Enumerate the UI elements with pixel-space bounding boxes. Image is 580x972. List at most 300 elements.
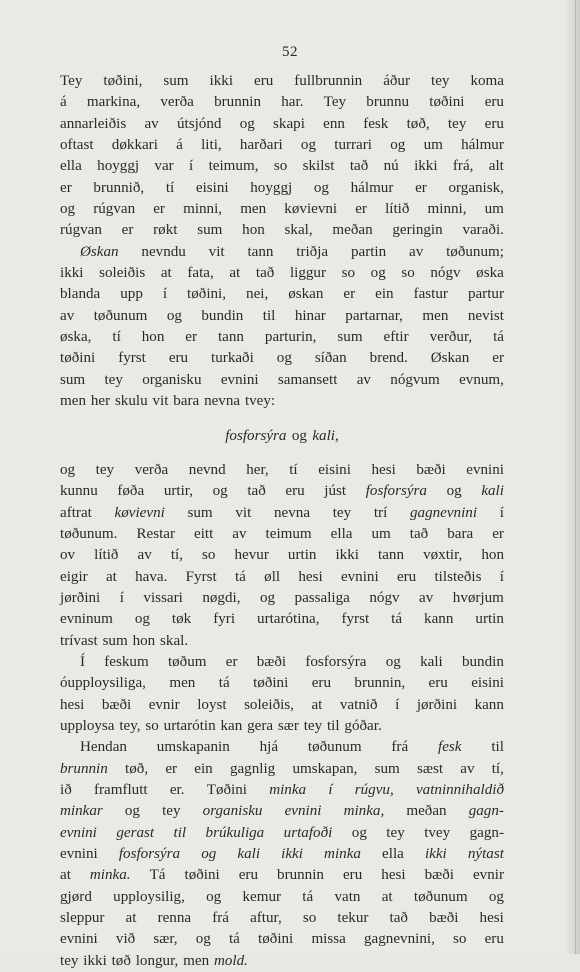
word: men xyxy=(183,952,210,969)
text-line xyxy=(60,391,504,412)
word: sum xyxy=(337,329,363,346)
word: gagn- xyxy=(468,803,504,820)
text-line xyxy=(60,71,504,92)
word: brunnin xyxy=(214,94,262,111)
word: bara xyxy=(173,393,200,410)
word: nógvum xyxy=(390,371,440,388)
word: hesi xyxy=(479,910,504,927)
word: og xyxy=(124,803,140,820)
word: teimum xyxy=(265,525,312,542)
body-text xyxy=(60,71,504,972)
text-line xyxy=(60,695,504,716)
word: er xyxy=(60,179,72,196)
word: gjørd xyxy=(60,888,92,905)
word: alt xyxy=(488,158,504,175)
word: góðar. xyxy=(344,717,382,734)
word: tað xyxy=(255,265,275,282)
word: eru xyxy=(285,483,305,500)
word: í xyxy=(162,286,168,303)
word: við xyxy=(115,931,136,948)
word: eru xyxy=(484,115,504,132)
text-line xyxy=(60,503,504,524)
word: tað xyxy=(409,525,429,542)
word: vit xyxy=(208,243,225,260)
word: tá xyxy=(391,611,403,628)
text-line xyxy=(60,865,504,886)
text-line xyxy=(60,114,504,135)
word: vissari xyxy=(143,589,183,606)
word: so xyxy=(202,547,216,564)
word: og xyxy=(300,137,317,154)
word: tí, xyxy=(170,547,183,564)
word: tey xyxy=(162,803,181,820)
word: og xyxy=(488,888,504,905)
word: hálmur xyxy=(350,179,394,196)
word: trívast xyxy=(60,632,98,649)
word: gagnevnini xyxy=(409,504,478,521)
word: og xyxy=(201,846,217,863)
word: og xyxy=(385,653,401,670)
word: og xyxy=(291,427,307,444)
word: so xyxy=(401,265,415,282)
word: og xyxy=(313,179,329,196)
word: minni, xyxy=(427,201,467,218)
word: hesi xyxy=(381,867,406,884)
paragraph-spacer xyxy=(60,413,504,426)
word: bæði xyxy=(101,696,132,713)
word: hon xyxy=(242,222,265,239)
word: urtafoði xyxy=(283,824,333,841)
text-line xyxy=(60,460,504,481)
word: tá xyxy=(218,675,230,692)
word: á xyxy=(60,94,67,111)
word: nevndu xyxy=(141,243,186,260)
word: ella xyxy=(330,525,353,542)
word: minka xyxy=(324,846,361,863)
word: Fyrst xyxy=(185,568,217,585)
word: tilsteðis xyxy=(434,568,482,585)
word: tað xyxy=(389,910,408,927)
word: í xyxy=(119,589,124,606)
word: tey xyxy=(303,717,323,734)
word: nógv xyxy=(430,265,461,282)
word: tøðini xyxy=(253,675,289,692)
word: upploysilig, xyxy=(113,888,185,905)
word: og xyxy=(195,931,211,948)
text-line xyxy=(60,348,504,369)
word: ella xyxy=(60,158,82,175)
word: aftur, xyxy=(250,910,282,927)
word: tí xyxy=(289,461,298,478)
word: evnini xyxy=(466,461,504,478)
word: brunnin, xyxy=(354,675,406,692)
text-line xyxy=(60,92,504,113)
word: rúgvan xyxy=(60,222,102,239)
paragraph-spacer xyxy=(60,447,504,460)
text-line xyxy=(60,220,504,241)
word: Hendan xyxy=(80,739,127,756)
word: nevna xyxy=(204,393,241,410)
word: eru xyxy=(396,568,417,585)
word: vatnið xyxy=(339,696,378,713)
word: kali xyxy=(481,483,504,500)
word: evnini xyxy=(340,568,379,585)
word: øska xyxy=(476,265,504,282)
word: og xyxy=(390,137,406,154)
word: ikki xyxy=(281,846,303,863)
word: tí xyxy=(112,329,121,346)
word: fosforsýra xyxy=(365,483,427,500)
word: ikki xyxy=(414,158,438,175)
word: minka, xyxy=(343,803,385,820)
word: síðan xyxy=(314,350,347,367)
word: kali, xyxy=(312,427,339,444)
word: sum xyxy=(102,632,128,649)
text-line xyxy=(60,716,504,737)
word: tað xyxy=(349,158,369,175)
word: tøðunum xyxy=(93,307,148,324)
word: tey xyxy=(431,73,450,89)
text-line xyxy=(60,481,504,502)
word: øskan xyxy=(288,286,324,303)
word: eru xyxy=(238,867,259,884)
word: eru xyxy=(168,350,189,367)
word: tøð, xyxy=(406,115,430,132)
word: er xyxy=(343,286,356,303)
word: av xyxy=(137,547,152,564)
word: eru xyxy=(254,73,274,89)
word: tøðunum. xyxy=(60,525,118,542)
word: annarleiðis xyxy=(60,115,127,132)
word: tekur xyxy=(337,910,369,927)
word: er xyxy=(121,222,134,239)
word: skulu xyxy=(114,393,148,410)
word: til xyxy=(173,824,187,841)
word: sum xyxy=(197,222,223,239)
word: Tá xyxy=(149,867,166,884)
word: tí, xyxy=(491,760,504,777)
word: hesi xyxy=(298,568,323,585)
word: Øskan xyxy=(80,243,119,260)
word: eisini xyxy=(318,461,351,478)
word: fyrst xyxy=(341,611,370,628)
word: brunnin xyxy=(60,760,108,777)
word: framflutt xyxy=(93,782,148,798)
word: soleiðis, xyxy=(244,696,294,713)
word: evnir xyxy=(472,867,504,884)
word: frá xyxy=(212,910,229,927)
word: í xyxy=(499,568,504,585)
word: tey, xyxy=(119,717,141,734)
word: sum xyxy=(374,760,400,777)
word: upploysa xyxy=(60,717,115,734)
word: vit xyxy=(152,393,169,410)
word: til xyxy=(326,717,340,734)
word: so xyxy=(302,910,317,927)
word: urtin xyxy=(287,547,317,564)
word: júst xyxy=(324,483,347,500)
word: eru xyxy=(484,94,504,111)
word: brunnið, xyxy=(93,179,145,196)
word: rúgvan xyxy=(93,201,136,218)
word: so xyxy=(145,717,159,734)
word: hava. xyxy=(135,568,168,585)
word: tøð, xyxy=(125,760,149,777)
word: tøðunum xyxy=(413,888,468,905)
word: at xyxy=(311,696,323,713)
word: er xyxy=(415,179,427,196)
word: tann xyxy=(378,547,405,564)
word: er xyxy=(165,760,178,777)
word: urtir, xyxy=(163,483,193,500)
word: bundin xyxy=(201,307,244,324)
text-line xyxy=(60,426,504,447)
word: hoyggj xyxy=(97,158,140,175)
word: hesi xyxy=(371,461,396,478)
word: tøðini xyxy=(184,867,220,884)
word: tøðini xyxy=(258,931,294,948)
word: organisk, xyxy=(448,179,504,196)
word: fosforsýra xyxy=(225,427,287,444)
word: eru xyxy=(311,675,331,692)
word: tá xyxy=(228,931,240,948)
word: partur xyxy=(467,286,504,303)
word: ikki xyxy=(335,547,359,564)
word: triðja xyxy=(296,243,329,260)
word: hjá xyxy=(259,739,279,756)
word: sær xyxy=(277,717,299,734)
word: rúgvu, xyxy=(354,782,394,798)
word: køvievni xyxy=(114,504,165,521)
text-line xyxy=(60,135,504,156)
word: fata, xyxy=(187,265,214,282)
word: í xyxy=(499,504,504,521)
word: tøk xyxy=(171,611,192,628)
word: nøgdi, xyxy=(202,589,241,606)
word: meðan xyxy=(406,803,447,820)
word: aftrat xyxy=(60,504,92,521)
word: evnini xyxy=(60,824,97,841)
text-line xyxy=(60,609,504,630)
word: í xyxy=(189,158,194,175)
word: Restar xyxy=(136,525,176,542)
word: tøðunum xyxy=(307,739,362,756)
word: kan xyxy=(220,717,243,734)
word: so xyxy=(273,158,288,175)
word: er xyxy=(492,350,504,367)
word: er xyxy=(153,201,165,218)
word: um xyxy=(484,201,504,218)
word: geringin xyxy=(392,222,443,239)
word: um xyxy=(423,137,443,154)
word: og xyxy=(60,461,76,478)
word: hon xyxy=(141,329,165,346)
word: hon xyxy=(481,547,504,564)
word: tøðunum; xyxy=(446,243,504,260)
word: teimum, xyxy=(208,158,259,175)
word: organisku xyxy=(202,803,263,820)
word: skal, xyxy=(284,222,313,239)
word: bundin xyxy=(461,653,504,670)
word: tøð xyxy=(111,952,131,969)
word: av xyxy=(60,307,75,324)
word: umskapanin xyxy=(156,739,230,756)
word: tá xyxy=(302,888,314,905)
word: hoyggj xyxy=(250,179,293,196)
word: organisku xyxy=(142,371,202,388)
word: so xyxy=(341,265,356,282)
word: skal. xyxy=(160,632,189,649)
word: urtarótina, xyxy=(257,611,320,628)
text-line xyxy=(60,284,504,305)
word: mold. xyxy=(213,952,248,969)
word: nýtast xyxy=(467,846,504,863)
word: upp xyxy=(120,286,143,303)
word: at xyxy=(105,568,117,585)
word: og xyxy=(276,350,292,367)
word: tey xyxy=(104,371,123,388)
word: tá xyxy=(234,568,246,585)
word: er xyxy=(355,201,367,218)
word: og xyxy=(259,589,276,606)
word: tá xyxy=(493,329,504,346)
word: eftir xyxy=(383,329,409,346)
word: og xyxy=(134,611,150,628)
word: gerast xyxy=(116,824,155,841)
word: til xyxy=(262,307,276,324)
word: oftast xyxy=(60,137,94,154)
word: Tøðini xyxy=(206,782,247,798)
word: og xyxy=(212,483,228,500)
word: verða xyxy=(160,94,194,111)
word: brúkuliga xyxy=(205,824,265,841)
word: á xyxy=(176,137,183,154)
word: tey xyxy=(95,461,115,478)
word: evninum xyxy=(60,611,113,628)
word: her xyxy=(90,393,111,410)
word: varaði. xyxy=(462,222,504,239)
word: um xyxy=(371,525,391,542)
text-line xyxy=(60,370,504,391)
word: urtin xyxy=(475,611,504,628)
text-line xyxy=(60,780,504,801)
word: ein xyxy=(194,760,213,777)
word: loyst xyxy=(197,696,227,713)
word: og xyxy=(446,483,462,500)
word: liti, xyxy=(201,137,222,154)
word: av xyxy=(356,371,371,388)
text-line xyxy=(60,908,504,929)
word: tann xyxy=(217,329,244,346)
page-edge-line xyxy=(575,0,576,954)
word: parturin, xyxy=(264,329,317,346)
word: koma xyxy=(470,73,504,89)
word: minkar xyxy=(60,803,103,820)
word: eisini xyxy=(195,179,229,196)
word: bara xyxy=(447,525,474,542)
word: av xyxy=(144,115,159,132)
word: minka. xyxy=(89,867,131,884)
word: og xyxy=(166,307,182,324)
word: partarnar, xyxy=(345,307,403,324)
word: fyrst xyxy=(118,350,146,367)
word: kann xyxy=(424,611,454,628)
word: tvey xyxy=(424,824,451,841)
word: kali xyxy=(420,653,443,670)
word: gagnevnini, xyxy=(364,931,435,948)
word: har. xyxy=(281,94,304,111)
word: eitt xyxy=(194,525,214,542)
word: vit xyxy=(235,504,252,521)
word: til xyxy=(491,739,504,756)
text-line xyxy=(60,178,504,199)
word: nevist xyxy=(467,307,504,324)
word: kunnu xyxy=(60,483,98,500)
word: eru xyxy=(428,675,448,692)
word: tøðum xyxy=(167,653,207,670)
word: og xyxy=(206,888,222,905)
word: nevna xyxy=(273,504,311,521)
word: verður, xyxy=(429,329,473,346)
word: føða xyxy=(117,483,145,500)
word: nú xyxy=(383,158,399,175)
text-line xyxy=(60,929,504,950)
word: bæði xyxy=(256,653,287,670)
word: evnini xyxy=(284,803,322,820)
word: hon xyxy=(132,632,156,649)
word: turrari xyxy=(334,137,372,154)
word: tann xyxy=(247,243,274,260)
text-line xyxy=(60,263,504,284)
word: gera xyxy=(247,717,274,734)
word: var xyxy=(154,158,174,175)
word: brend. xyxy=(369,350,408,367)
word: eigir xyxy=(60,568,88,585)
word: jørðini xyxy=(416,696,458,713)
text-line xyxy=(60,887,504,908)
word: eisini xyxy=(471,675,504,692)
word: at xyxy=(229,265,241,282)
word: lítið xyxy=(94,547,119,564)
word: og xyxy=(351,824,367,841)
text-line xyxy=(60,759,504,780)
word: er xyxy=(225,653,238,670)
page-number: 52 xyxy=(282,44,298,60)
word: útsjónd xyxy=(176,115,222,132)
word: at xyxy=(160,265,172,282)
word: tey xyxy=(447,115,467,132)
word: jørðini xyxy=(60,589,101,606)
word: enn xyxy=(323,115,345,132)
word: tøðini xyxy=(60,350,96,367)
word: fesk xyxy=(363,115,389,132)
word: lítið xyxy=(385,201,410,218)
word: verða xyxy=(134,461,169,478)
word: øska, xyxy=(60,329,92,346)
word: bæði xyxy=(424,867,454,884)
word: evnini xyxy=(220,371,259,388)
text-line xyxy=(60,524,504,545)
word: og xyxy=(60,201,76,218)
text-line xyxy=(60,652,504,673)
word: soleiðis xyxy=(99,265,146,282)
word: trí xyxy=(373,504,388,521)
word: er. xyxy=(169,782,185,798)
word: skapi xyxy=(273,115,305,132)
word: tey xyxy=(332,504,352,521)
word: tí xyxy=(165,179,175,196)
word: eru xyxy=(342,867,363,884)
